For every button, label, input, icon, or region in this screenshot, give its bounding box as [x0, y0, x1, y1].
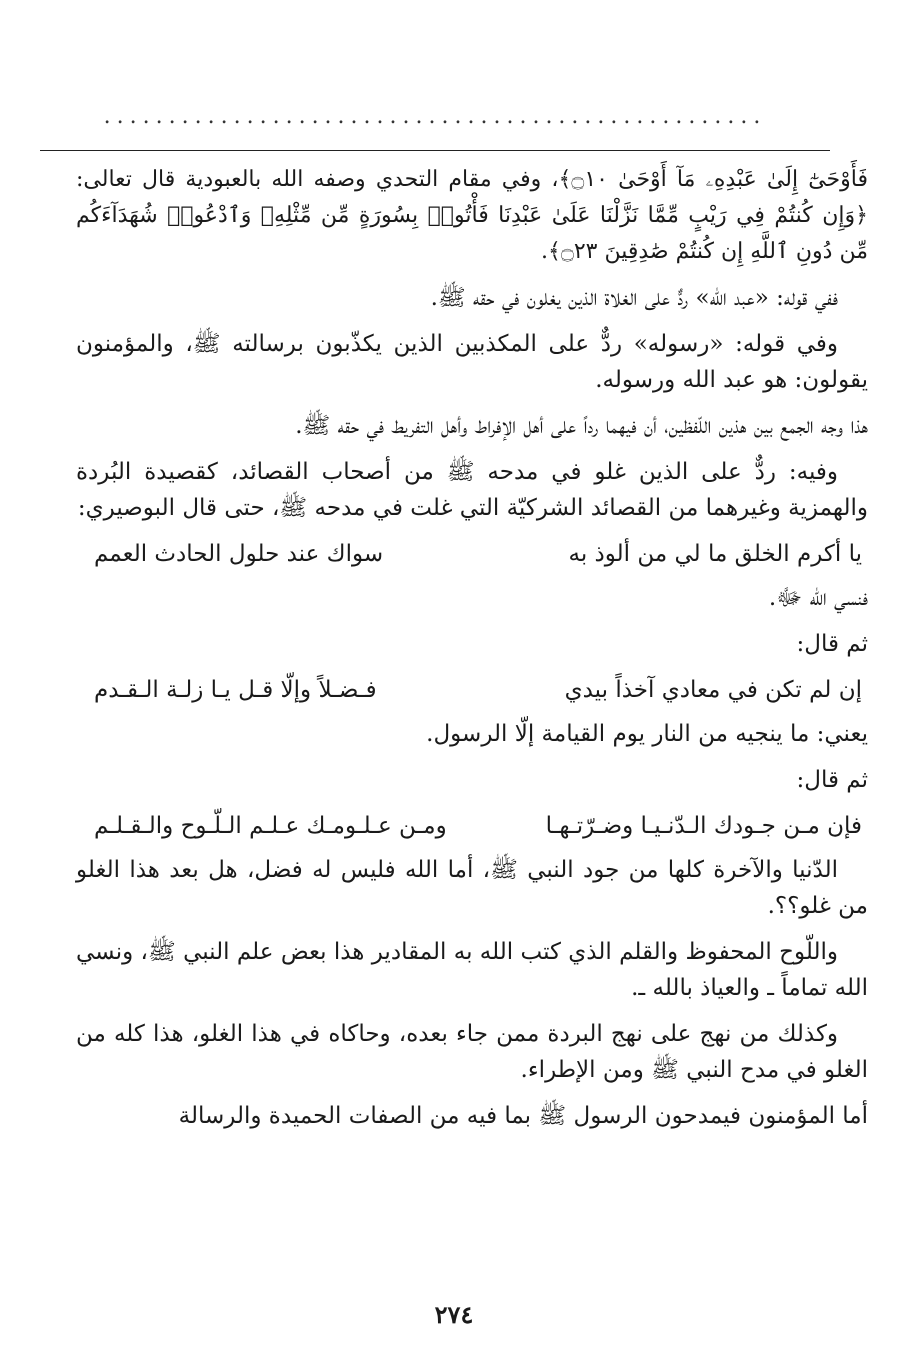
poem-verse [94, 672, 862, 708]
then-said: ثم قال: [796, 767, 868, 793]
paragraph: واللّوح المحفوظ والقلم الذي كتب الله به المقادير هذا بعض علم النبي ﷺ، ونسي الله تماماً ـ والعياذ بالله ـ. [76, 939, 868, 1001]
paragraph: الدّنيا والآخرة كلها من جود النبي ﷺ، أما الله فليس له فضل، هل بعد هذا الغلو من غلو؟؟. [76, 857, 868, 919]
quran-paragraph: فَأَوْحَىٰٓ إِلَىٰ عَبْدِهِۦ مَآ أَوْحَىٰ ۝١٠﴾، وفي مقام التحدي وصفه الله بالعبودية قال تعالى: ﴿وَإِن كُنتُمْ فِي رَيْبٍ مِّمَّا نَزَّلْنَا عَلَىٰ عَبْدِنَا فَأْتُوا۟ بِسُورَةٍ مِّن مِّثْلِهِۦ وَٱدْعُوا۟ شُهَدَآءَكُم مِّن دُونِ ٱللَّهِ إِن كُنتُمْ صَٰدِقِينَ ۝٢٣﴾. [76, 167, 869, 264]
poem-verse [94, 808, 862, 844]
verse-note: فنسي الله ﷻ. [768, 585, 868, 611]
poem-verse [94, 536, 862, 572]
paragraph: أما المؤمنون فيمدحون الرسول ﷺ بما فيه من الصفات الحميدة والرسالة [178, 1103, 868, 1129]
verse-second-hemistich: ومـن عـلـومـك عـلـم الـلّـوح والـقـلـم [94, 813, 447, 839]
page-number: ٢٧٤ [434, 1300, 474, 1329]
paragraph: ففي قوله: «عبد الله» ردٌّ على الغلاة الذين يغلون في حقه ﷺ. [430, 285, 838, 311]
verse-note: يعني: ما ينجيه من النار يوم القيامة إلّا الرسول. [426, 721, 868, 747]
paragraph: وفيه: ردٌّ على الذين غلو في مدحه ﷺ من أصحاب القصائد، كقصيدة البُردة والهمزية وغيرهما من القصائد الشركيّة التي غلت في مدحه ﷺ، حتى قال البوصيري: [76, 459, 868, 521]
verse-first-hemistich: يا أكرم الخلق ما لي من ألوذ به [568, 541, 862, 567]
paragraph: وكذلك من نهج على نهج البردة ممن جاء بعده، وحاكاه في هذا الغلو، هذا كله من الغلو في مدح النبي ﷺ ومن الإطراء. [76, 1021, 868, 1083]
verse-second-hemistich: سواك عند حلول الحادث العمم [94, 541, 384, 567]
header-dotted-line: ................................................... [103, 104, 767, 129]
header-rule [40, 150, 830, 151]
verse-second-hemistich: فـضـلاً وإلّا قـل يـا زلـة الـقـدم [94, 677, 377, 703]
verse-first-hemistich: فإن مـن جـودك الـدّنـيـا وضـرّتـهـا [545, 813, 862, 839]
then-said: ثم قال: [796, 631, 868, 657]
paragraph: وفي قوله: «رسوله» ردٌّ على المكذبين الذين يكذّبون برسالته ﷺ، والمؤمنون يقولون: هو عبد الله ورسوله. [76, 331, 868, 393]
paragraph: هذا وجه الجمع بين هذين اللّفظين، أن فيهما رداً على أهل الإفراط وأهل التفريط في حقه ﷺ. [295, 413, 868, 439]
verse-first-hemistich: إن لم تكن في معادي آخذاً بيدي [564, 677, 862, 703]
page-body [76, 162, 868, 1144]
